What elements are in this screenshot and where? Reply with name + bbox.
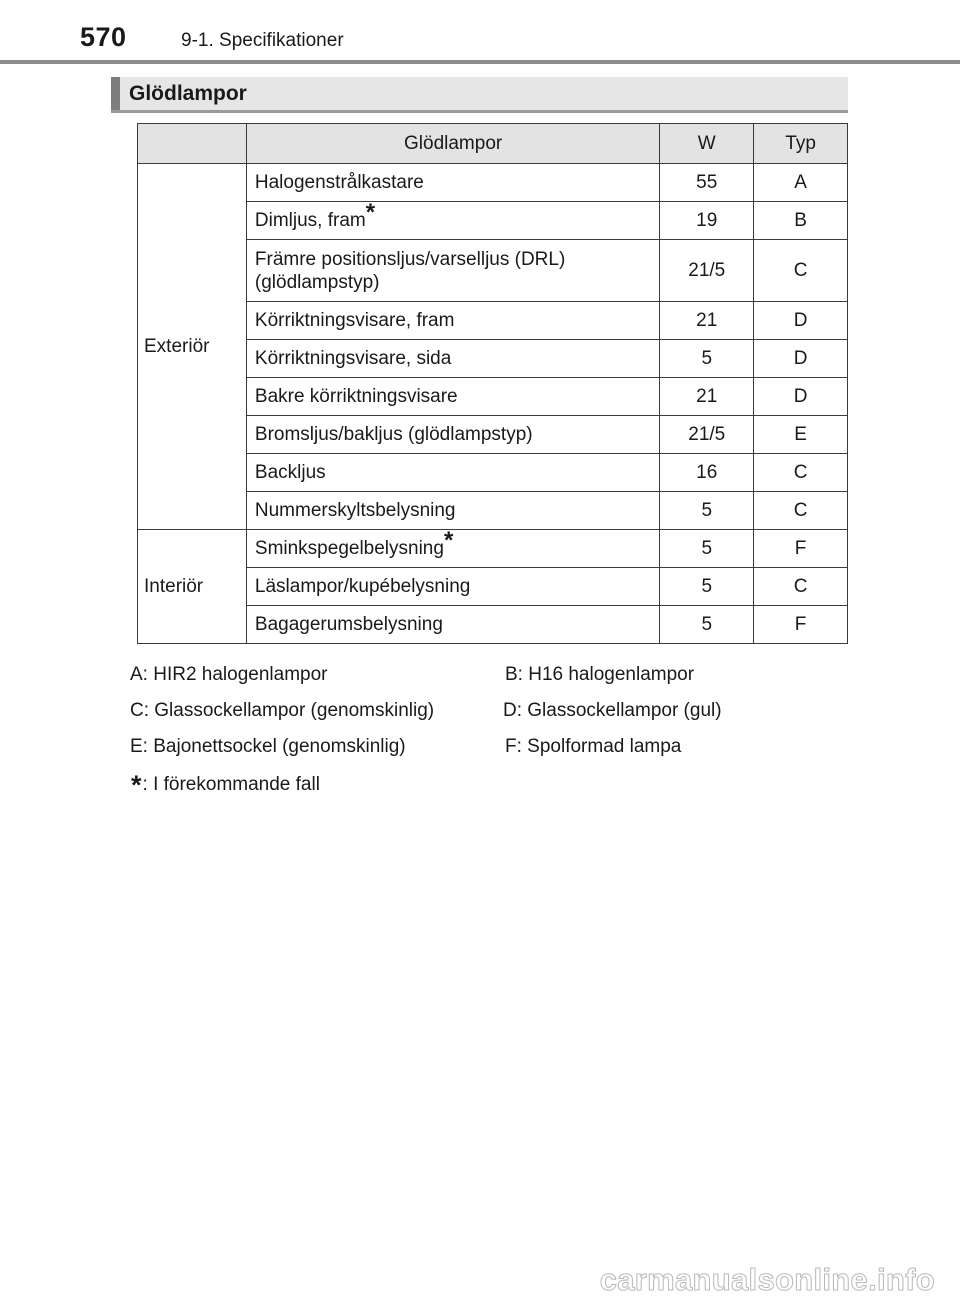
bulb-label-cell [246, 199, 659, 240]
bulb-watt: 21 [660, 378, 754, 416]
bulb-type: B [754, 202, 848, 240]
bulb-label-cell [246, 240, 659, 302]
bulb-watt: 5 [660, 492, 754, 530]
legend-d: D: Glassockellampor (gul) [503, 700, 722, 721]
footnote-marker: * [365, 199, 376, 227]
footnote-text: : I förekommande fall [142, 774, 320, 795]
bulb-label: Körriktningsvisare, sida [246, 340, 659, 378]
bulb-label: Läslampor/kupébelysning [246, 568, 659, 606]
legend-a: A: HIR2 halogenlampor [130, 664, 328, 685]
bulb-label: Nummerskyltsbelysning [246, 492, 659, 530]
bulb-type: C [754, 568, 848, 606]
bulb-type: D [754, 378, 848, 416]
footnote-star: * [131, 770, 142, 800]
bulb-type: A [754, 164, 848, 202]
bulb-label: Bromsljus/bakljus (glödlampstyp) [246, 416, 659, 454]
bulb-label: Dimljus, fram [254, 209, 366, 231]
legend-b: B: H16 halogenlampor [505, 664, 695, 685]
bulb-label-line1: Främre positionsljus/varselljus (DRL) [254, 248, 566, 270]
bulb-type: D [754, 340, 848, 378]
section-accent [111, 77, 120, 110]
header-rule [0, 60, 960, 64]
bulb-label: Sminkspegelbelysning [254, 537, 444, 559]
bulb-watt: 55 [660, 164, 754, 202]
bulb-watt: 21/5 [660, 240, 754, 302]
bulb-label: Halogenstrålkastare [246, 164, 659, 202]
legend-f: F: Spolformad lampa [505, 736, 682, 757]
section-header [111, 77, 848, 113]
footnote-marker: * [443, 527, 454, 555]
bulb-watt: 21/5 [660, 416, 754, 454]
table-header-row [138, 124, 848, 164]
bulb-label: Körriktningsvisare, fram [246, 302, 659, 340]
legend-c: C: Glassockellampor (genomskinlig) [130, 700, 435, 721]
table-row [138, 164, 848, 202]
legend-e: E: Bajonettsockel (genomskinlig) [130, 736, 406, 757]
footnote [131, 766, 320, 800]
bulb-label: Bagagerumsbelysning [246, 606, 659, 644]
bulb-watt: 19 [660, 202, 754, 240]
group-cell-interior: Interiör [138, 530, 247, 644]
bulb-label-line2: (glödlampstyp) [254, 271, 380, 293]
column-header-type: Typ [754, 124, 848, 164]
bulb-type: C [754, 454, 848, 492]
page-number: 570 [80, 22, 127, 52]
bulb-type: E [754, 416, 848, 454]
bulb-watt: 16 [660, 454, 754, 492]
table-row [138, 530, 848, 568]
bulb-type: D [754, 302, 848, 340]
bulb-label: Bakre körriktningsvisare [246, 378, 659, 416]
bulb-type: C [754, 492, 848, 530]
column-header-bulb: Glödlampor [246, 124, 659, 164]
bulb-type: C [754, 240, 848, 302]
bulb-label: Backljus [246, 454, 659, 492]
bulb-watt: 5 [660, 340, 754, 378]
bulb-type: F [754, 530, 848, 568]
bulb-type: F [754, 606, 848, 644]
bulb-watt: 5 [660, 530, 754, 568]
watermark: carmanualsonline.info [599, 1262, 935, 1297]
chapter-title: 9-1. Specifikationer [181, 30, 344, 51]
bulb-watt: 5 [660, 606, 754, 644]
column-header-group [138, 124, 247, 164]
group-cell-exterior: Exteriör [138, 164, 247, 530]
bulb-table [137, 123, 848, 644]
bulb-watt: 5 [660, 568, 754, 606]
bulb-label-cell [246, 527, 659, 568]
section-title: Glödlampor [129, 82, 247, 105]
bulb-watt: 21 [660, 302, 754, 340]
column-header-watt: W [660, 124, 754, 164]
